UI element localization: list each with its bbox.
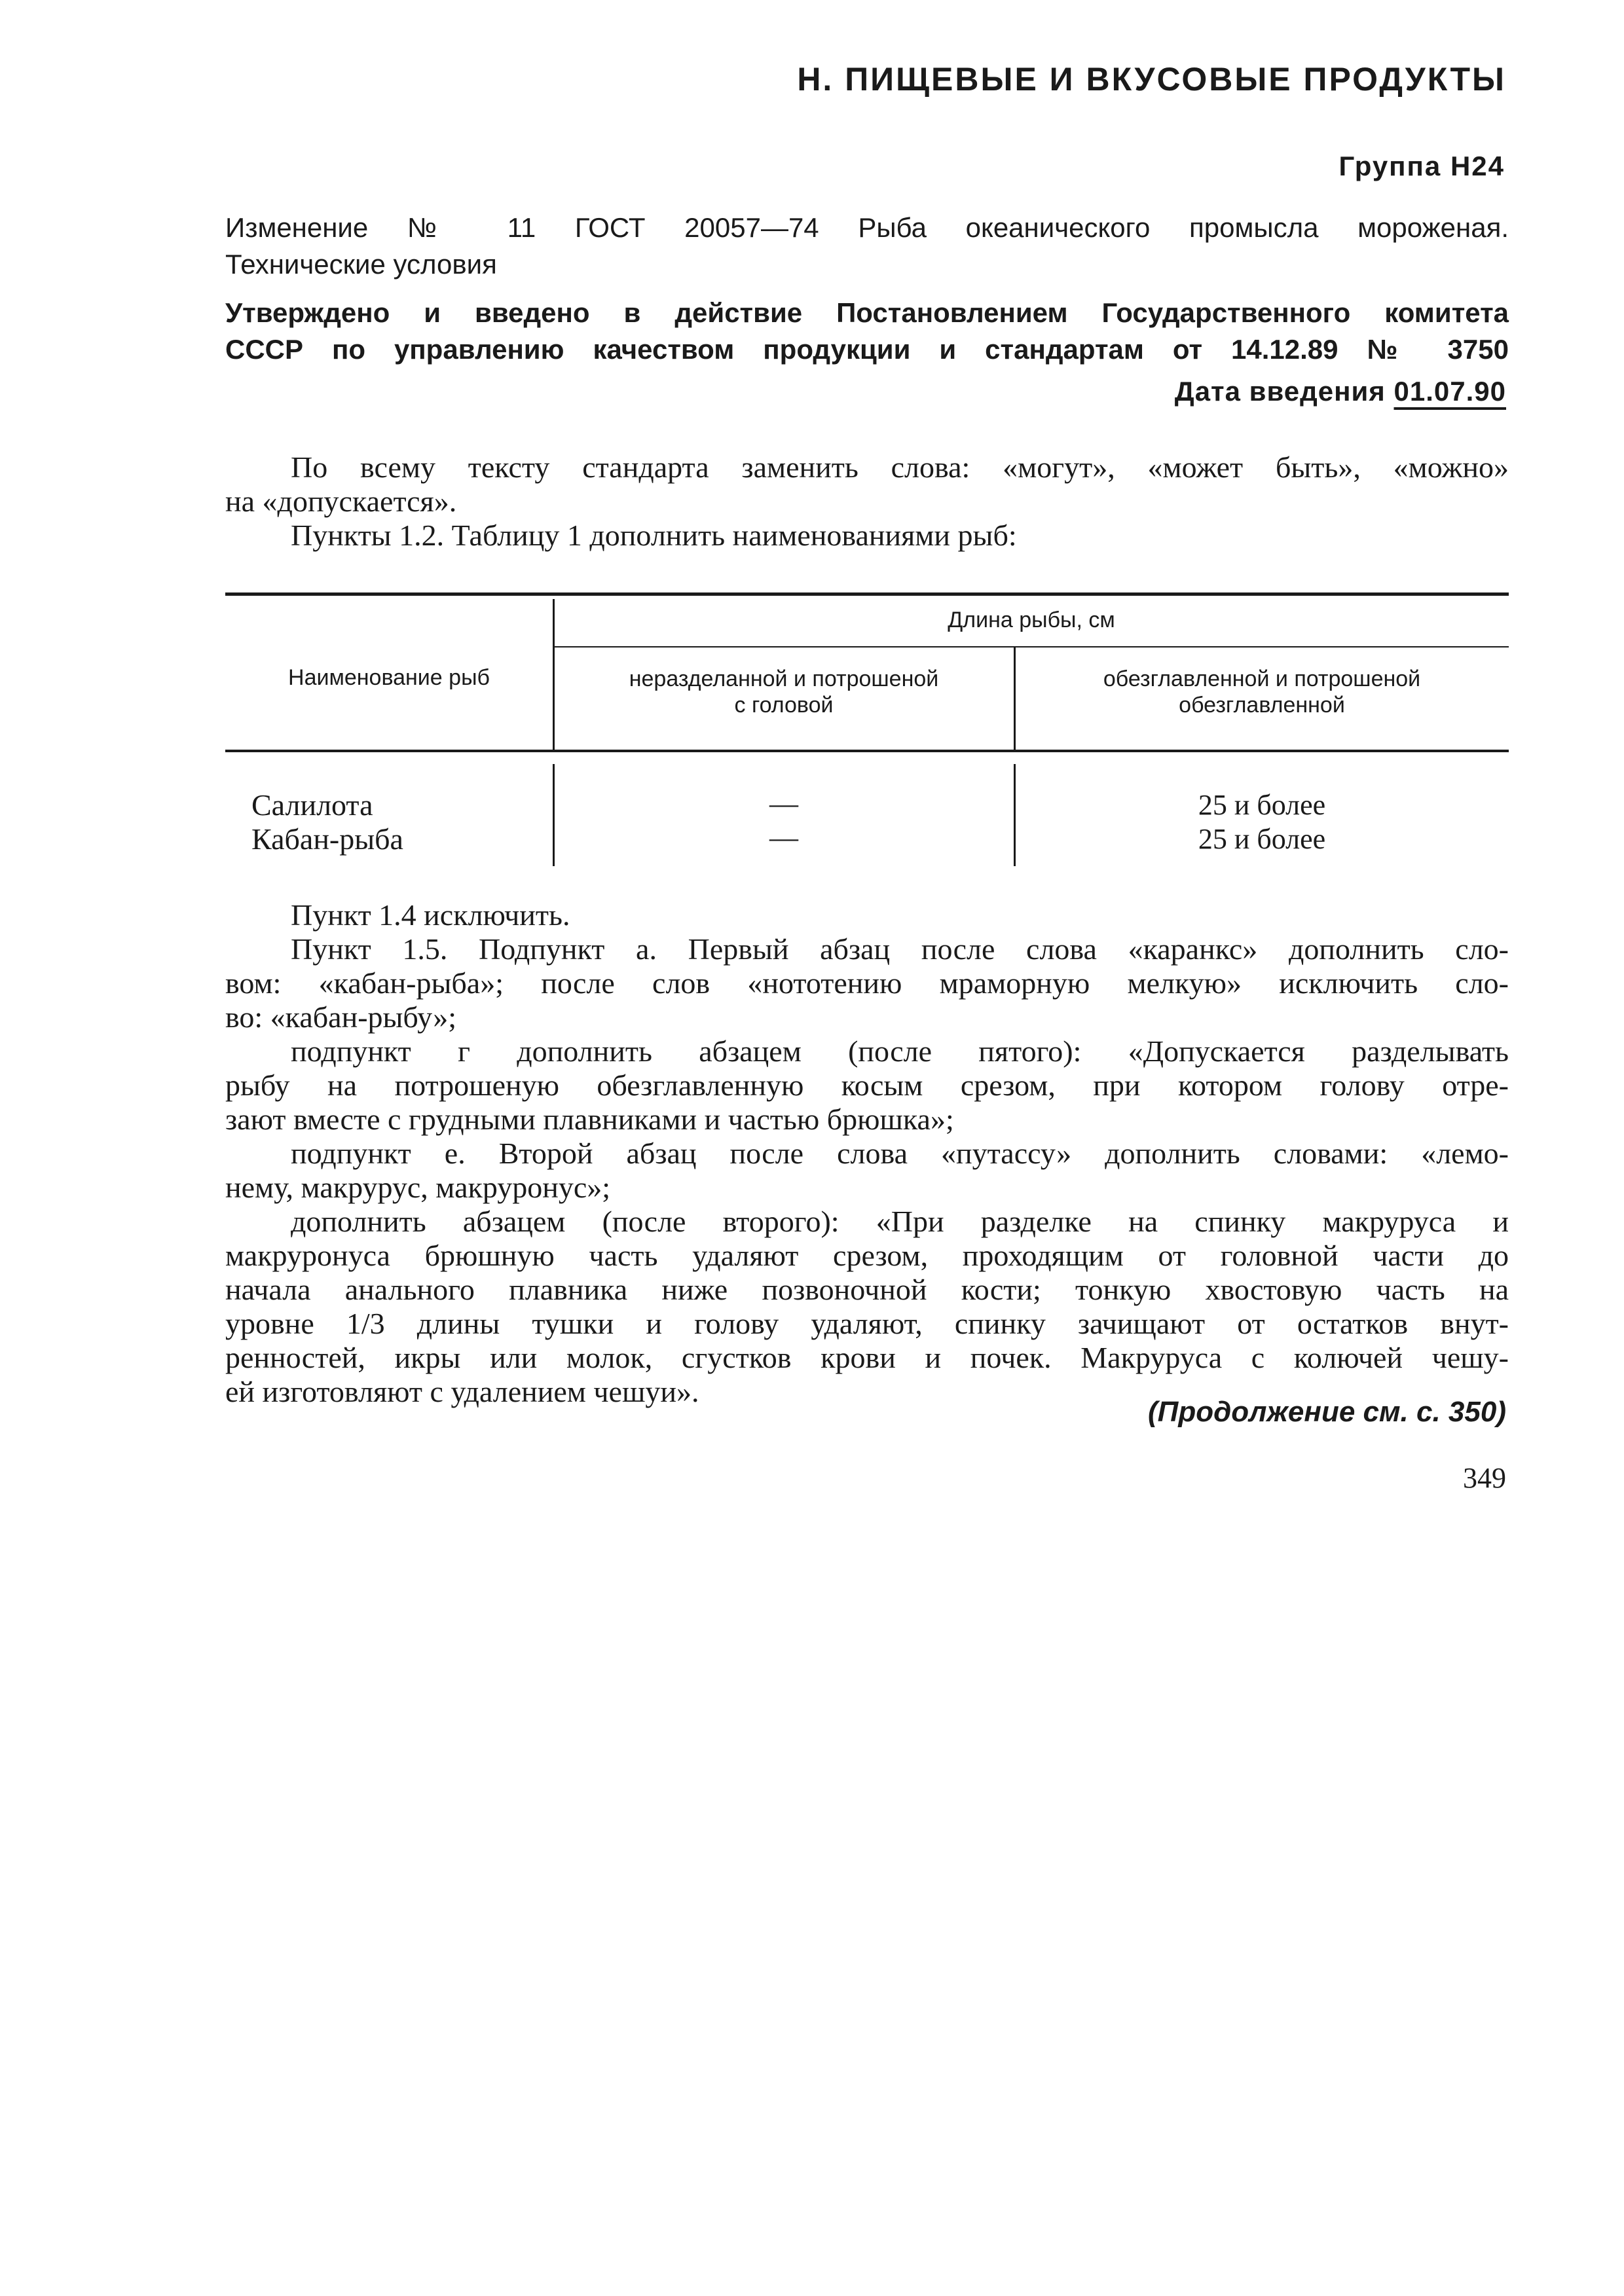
approval-line: Утверждено и введено в действие Постановлением Государственного комитета xyxy=(225,297,1509,328)
table-header-rule xyxy=(225,750,1509,752)
paragraph-line: Пункт 1.4 исключить. xyxy=(291,898,570,932)
table-header-length: Длина рыбы, см xyxy=(948,608,1115,632)
paragraph-table-note xyxy=(225,519,1509,553)
table-subheader-headless: обезглавленной и потрошеной обезглавленной xyxy=(1103,666,1421,718)
paragraph-line: Пункты 1.2. Таблицу 1 дополнить наименованиями рыб: xyxy=(291,519,1017,552)
paragraph-subitem-g xyxy=(225,1034,1509,1137)
table-cell-headless: 25 и более xyxy=(1198,789,1326,821)
paragraph-replace-words xyxy=(225,450,1509,519)
introduction-date xyxy=(1175,376,1506,407)
table-cell-headless: 25 и более xyxy=(1198,823,1326,855)
table-row-name: Салилота xyxy=(251,788,373,822)
paragraph-line: подпункт г дополнить абзацем (после пятого): «Допускается разделывать xyxy=(291,1034,1509,1068)
section-title: Н. ПИЩЕВЫЕ И ВКУСОВЫЕ ПРОДУКТЫ xyxy=(797,61,1506,98)
approval-statement xyxy=(225,295,1509,368)
table-header-name: Наименование рыб xyxy=(288,665,490,690)
paragraph-line: По всему тексту стандарта заменить слова: «могут», «может быть», «можно» xyxy=(291,450,1509,484)
paragraph-line: вом: «кабан-рыба»; после слов «нототению мраморную мелкую» исключить сло- xyxy=(225,966,1509,1000)
change-title xyxy=(225,210,1509,283)
continuation-note: (Продолжение см. с. 350) xyxy=(1148,1396,1506,1428)
paragraph-line: рыбу на потрошеную обезглавленную косым срезом, при котором голову отре- xyxy=(225,1068,1509,1102)
paragraph-item-1-5 xyxy=(225,932,1509,1034)
change-title-line: Технические условия xyxy=(225,249,497,280)
paragraph-subitem-e xyxy=(225,1137,1509,1205)
paragraph-line: зают вместе с грудными плавниками и частью брюшка»; xyxy=(225,1102,954,1136)
table-subheader-whole: неразделанной и потрошеной с головой xyxy=(629,666,939,718)
table-cell-whole: — xyxy=(769,822,798,854)
approval-line: СССР по управлению качеством продукции и стандартам от 14.12.89 № 3750 xyxy=(225,334,1509,365)
paragraph-line: подпункт е. Второй абзац после слова «путассу» дополнить словами: «лемо- xyxy=(291,1137,1509,1170)
paragraph-line: макруронуса брюшную часть удаляют срезом, проходящим от головной части до xyxy=(225,1239,1509,1272)
paragraph-item-1-4 xyxy=(225,898,1509,932)
intro-date-label: Дата введения xyxy=(1174,376,1386,407)
paragraph-line: во: «кабан-рыбу»; xyxy=(225,1000,456,1034)
group-code: Группа Н24 xyxy=(1338,151,1505,181)
paragraph-line: ренностей, икры или молок, сгустков крови и почек. Макруруса с колючей чешу- xyxy=(225,1341,1509,1374)
paragraph-line: уровне 1/3 длины тушки и голову удаляют, спинку зачищают от остатков внут- xyxy=(225,1307,1509,1340)
paragraph-line: ей изготовляют с удалением чешуи». xyxy=(225,1375,699,1408)
page-number: 349 xyxy=(1463,1462,1506,1494)
intro-date-value: 01.07.90 xyxy=(1393,376,1506,407)
table-row-name: Кабан-рыба xyxy=(251,822,403,856)
paragraph-macrurus xyxy=(225,1205,1509,1409)
paragraph-line: дополнить абзацем (после второго): «При разделке на спинку макруруса и xyxy=(291,1205,1509,1238)
fish-length-table xyxy=(225,592,1509,867)
paragraph-line: начала анального плавника ниже позвоночной кости; тонкую хвостовую часть на xyxy=(225,1273,1509,1306)
table-cell-whole: — xyxy=(769,788,798,820)
paragraph-line: на «допускается». xyxy=(225,484,457,518)
table-top-rule xyxy=(225,592,1509,596)
paragraph-line: нему, макрурус, макруронус»; xyxy=(225,1171,611,1204)
change-title-line: Изменение № 11 ГОСТ 20057—74 Рыба океанического промысла мороженая. xyxy=(225,212,1509,243)
table-header-divider xyxy=(554,646,1509,647)
paragraph-line: Пункт 1.5. Подпункт а. Первый абзац после слова «каранкс» дополнить сло- xyxy=(291,932,1509,966)
